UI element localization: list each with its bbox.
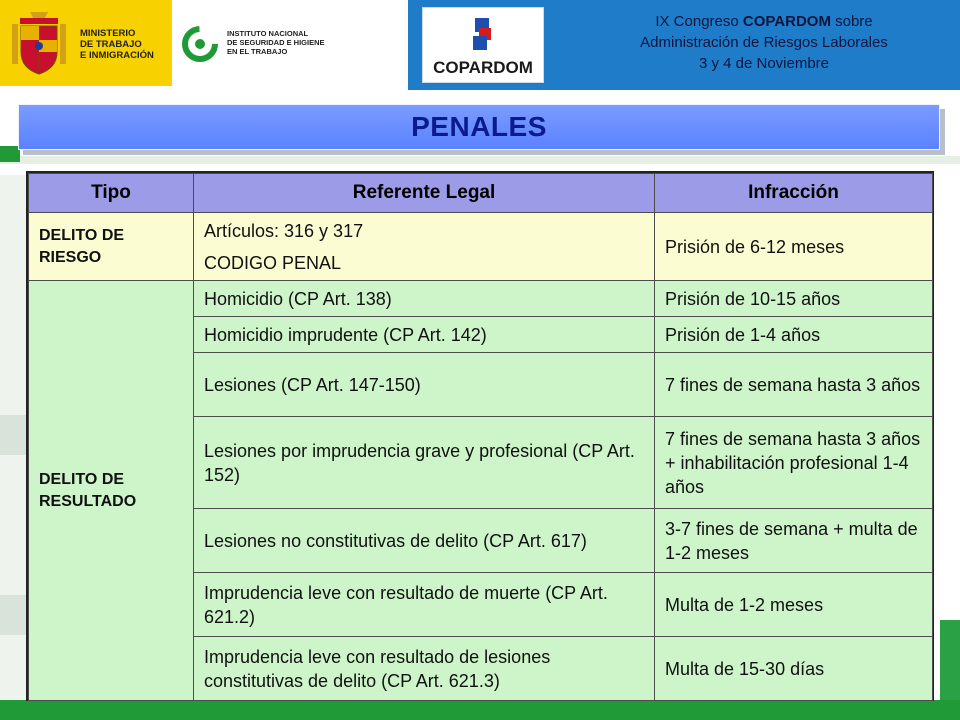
insht-line-3: EN EL TRABAJO (227, 47, 288, 56)
congress-organizer: COPARDOM (742, 13, 831, 30)
congress-info (568, 11, 960, 74)
ministry-line-3: E INMIGRACIÓN (80, 50, 154, 61)
infraccion-cell: Prisión de 10-15 años (655, 281, 933, 317)
infraccion-cell: 7 fines de semana hasta 3 años + inhabilitación profesional 1-4 años (655, 417, 933, 509)
title-banner (18, 104, 940, 150)
referente-cell: Homicidio imprudente (CP Art. 142) (194, 317, 655, 353)
ministry-name (80, 28, 170, 61)
referente-cell: Lesiones no constitutivas de delito (CP Art. 617) (194, 509, 655, 573)
insht-ring-icon (180, 24, 220, 64)
page-title: PENALES (411, 111, 547, 142)
infraccion-cell: 7 fines de semana hasta 3 años (655, 353, 933, 417)
referente-articulos: Artículos: 316 y 317 (204, 220, 364, 241)
table-row (29, 281, 933, 317)
table-row (29, 213, 933, 281)
copardom-logo-text: COPARDOM (433, 58, 533, 77)
decor-swoosh (0, 175, 26, 700)
tipo-delito-riesgo: DELITO DE RIESGO (29, 213, 194, 281)
congress-line-1 (568, 11, 960, 32)
header-referente-legal: Referente Legal (194, 174, 655, 213)
tipo-delito-resultado: DELITO DE RESULTADO (29, 281, 194, 701)
decor-bottom-right (940, 620, 960, 700)
insht-line-1: INSTITUTO NACIONAL (227, 29, 309, 38)
congress-prefix: IX Congreso (655, 13, 743, 30)
referente-cell: Imprudencia leve con resultado de lesiones constitutivas de delito (CP Art. 621.3) (194, 637, 655, 701)
ministry-line-2: DE TRABAJO (80, 39, 142, 50)
infraccion-cell: Prisión de 6-12 meses (655, 213, 933, 281)
decor-green-bar (0, 146, 20, 162)
header-infraccion: Infracción (655, 174, 933, 213)
referente-cell: Imprudencia leve con resultado de muerte (CP Art. 621.2) (194, 573, 655, 637)
copardom-mark-icon (465, 16, 501, 52)
congress-line-2: Administración de Riesgos Laborales (640, 34, 888, 51)
ministry-logo (0, 0, 172, 86)
ministry-line-1: MINISTERIO (80, 28, 136, 39)
congress-suffix: sobre (830, 13, 873, 30)
table-header-row (29, 174, 933, 213)
congress-header (408, 0, 960, 90)
referente-cell: Lesiones por imprudencia grave y profesional (CP Art. 152) (194, 417, 655, 509)
congress-dates: 3 y 4 de Noviembre (698, 55, 830, 72)
infraccion-cell: 3-7 fines de semana + multa de 1-2 meses (655, 509, 933, 573)
decor-bottom-bar (0, 700, 960, 720)
penalties-table (26, 171, 934, 701)
insht-name (227, 29, 327, 56)
spain-coat-of-arms-icon (10, 10, 68, 76)
infraccion-cell: Prisión de 1-4 años (655, 317, 933, 353)
infraccion-cell: Multa de 15-30 días (655, 637, 933, 701)
referente-codigo: CODIGO PENAL (204, 252, 342, 273)
referente-cell: Lesiones (CP Art. 147-150) (194, 353, 655, 417)
decor-strip (0, 156, 960, 164)
header-tipo: Tipo (29, 174, 194, 213)
insht-logo (175, 6, 328, 84)
copardom-logo (422, 7, 544, 83)
insht-line-2: DE SEGURIDAD E HIGIENE (227, 38, 325, 47)
infraccion-cell: Multa de 1-2 meses (655, 573, 933, 637)
referente-cell: Homicidio (CP Art. 138) (194, 281, 655, 317)
referente-cell (194, 213, 655, 281)
header-gap (330, 0, 408, 92)
